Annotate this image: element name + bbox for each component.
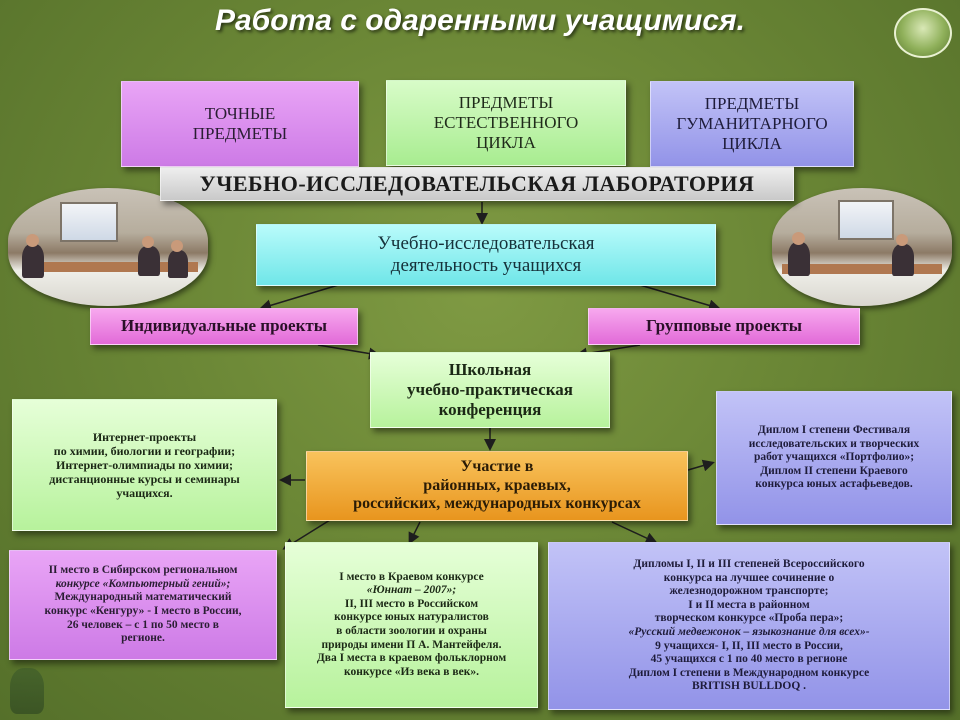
all-russian-line-9: Диплом I степени в Международном конкурсе xyxy=(628,666,870,679)
siberian-line-5: 26 человек – с 1 по 50 место в xyxy=(66,618,220,631)
laboratory-label: УЧЕБНО-ИССЛЕДОВАТЕЛЬСКАЯ ЛАБОРАТОРИЯ xyxy=(199,171,755,197)
internet-projects-line-3: Интернет-олимпиады по химии; xyxy=(55,457,234,472)
all-russian-line-3: железнодорожном транспорте; xyxy=(669,585,829,598)
natural-subjects-line-1: ПРЕДМЕТЫ xyxy=(458,92,554,112)
krai-line-2: «Юннат – 2007»; xyxy=(366,584,457,597)
siberian-line-3: Международный математический xyxy=(54,591,232,604)
arrow-individual-to-conference xyxy=(318,345,378,355)
conference-line-3: конференция xyxy=(438,400,542,420)
krai-line-8: конкурсе «Из века в век». xyxy=(344,665,479,678)
conference-box xyxy=(370,352,610,428)
humanities-subjects-line-3: ЦИКЛА xyxy=(722,134,782,154)
all-russian-line-8: 45 учащихся с 1 по 40 место в регионе xyxy=(650,653,848,666)
krai-contest-box xyxy=(285,542,538,708)
arrow-activity-to-group xyxy=(633,283,718,308)
internet-projects-box xyxy=(12,399,277,531)
internet-projects-line-4: дистанционные курсы и семинары xyxy=(49,472,240,487)
participation-line-3: российских, международных конкурсах xyxy=(353,495,641,513)
siberian-line-4: конкурс «Кенгуру» - I место в России, xyxy=(44,605,242,617)
internet-projects-line-2: по химии, биологии и географии; xyxy=(53,443,236,458)
exact-subjects-line-1: ТОЧНЫЕ xyxy=(204,103,276,123)
activity-box xyxy=(256,224,716,286)
page-title: Работа с одаренными учащимися. xyxy=(214,4,746,37)
all-russian-line-7: 9 учащихся- I, II, III место в России, xyxy=(655,639,843,652)
participation-line-1: Участие в xyxy=(460,457,534,475)
arrow-to-krai xyxy=(410,522,420,542)
all-russian-line-4: I и II места в районном xyxy=(688,598,810,611)
all-russian-line-2: конкурса на лучшее сочинение о xyxy=(663,571,835,584)
siberian-contest-box xyxy=(9,550,277,660)
participation-line-2: районных, краевых, xyxy=(423,476,571,494)
krai-line-1: I место в Краевом конкурсе xyxy=(339,570,484,583)
exact-subjects-line-2: ПРЕДМЕТЫ xyxy=(192,124,288,143)
krai-line-5: в области зоологии и охраны xyxy=(336,625,487,637)
internet-projects-line-1: Интернет-проекты xyxy=(92,429,197,444)
all-russian-contest-box xyxy=(548,542,950,710)
krai-line-7: Два I места в краевом фольклорном xyxy=(316,652,507,665)
conference-line-1: Школьная xyxy=(448,359,532,379)
diploma-festival-line-2: исследовательских и творческих xyxy=(748,437,920,450)
krai-line-3: II, III место в Российском xyxy=(344,597,479,610)
all-russian-line-5: творческом конкурсе «Проба пера»; xyxy=(654,612,844,625)
exact-subjects-box xyxy=(121,81,359,167)
diploma-festival-line-4: Диплом II степени Краевого xyxy=(760,464,908,477)
conference-line-2: учебно-практическая xyxy=(407,379,573,399)
natural-subjects-line-3: ЦИКЛА xyxy=(476,133,536,153)
individual-projects-label: Индивидуальные проекты xyxy=(120,316,328,336)
diploma-festival-box xyxy=(716,391,952,525)
humanities-subjects-line-2: ГУМАНИТАРНОГО xyxy=(676,113,828,133)
all-russian-line-6: «Русский медвежонок – языкознание для всех»- xyxy=(628,626,870,638)
individual-projects-box xyxy=(90,308,358,345)
diploma-festival-line-3: работ учащихся «Портфолио»; xyxy=(753,451,915,464)
activity-line-1: Учебно-исследовательская xyxy=(377,232,595,254)
siberian-line-1: II место в Сибирском региональном xyxy=(48,564,238,577)
humanities-subjects-line-1: ПРЕДМЕТЫ xyxy=(704,93,800,113)
internet-projects-line-5: учащихся. xyxy=(116,486,173,501)
activity-line-2: деятельность учащихся xyxy=(390,255,582,276)
krai-line-6: природы имени П А. Мантейфеля. xyxy=(321,638,502,651)
group-projects-box xyxy=(588,308,860,345)
siberian-line-6: регионе. xyxy=(121,632,165,645)
siberian-line-2: конкурсе «Компьютерный гений»; xyxy=(55,577,231,590)
natural-subjects-line-2: ЕСТЕСТВЕННОГО xyxy=(433,112,579,132)
tree-decoration-icon xyxy=(10,668,44,714)
all-russian-line-1: Дипломы I, II и III степеней Всероссийского xyxy=(633,558,865,571)
krai-line-4: конкурсе юных натуралистов xyxy=(334,611,489,624)
humanities-subjects-box xyxy=(650,81,854,167)
all-russian-line-10: BRITISH BULLDOQ . xyxy=(691,680,807,693)
arrow-activity-to-individual xyxy=(262,283,345,308)
diploma-festival-line-5: конкурса юных астафьеведов. xyxy=(755,478,913,491)
group-projects-label: Групповые проекты xyxy=(645,316,803,336)
classroom-photo-right xyxy=(772,188,952,306)
participation-box xyxy=(306,451,688,521)
diploma-festival-line-1: Диплом I степени Фестиваля xyxy=(757,424,911,437)
arrow-to-all-russian xyxy=(612,522,655,542)
classroom-photo-left xyxy=(8,188,208,306)
natural-subjects-box xyxy=(386,80,626,166)
laboratory-banner xyxy=(160,167,794,201)
arrow-to-festival xyxy=(688,463,712,470)
